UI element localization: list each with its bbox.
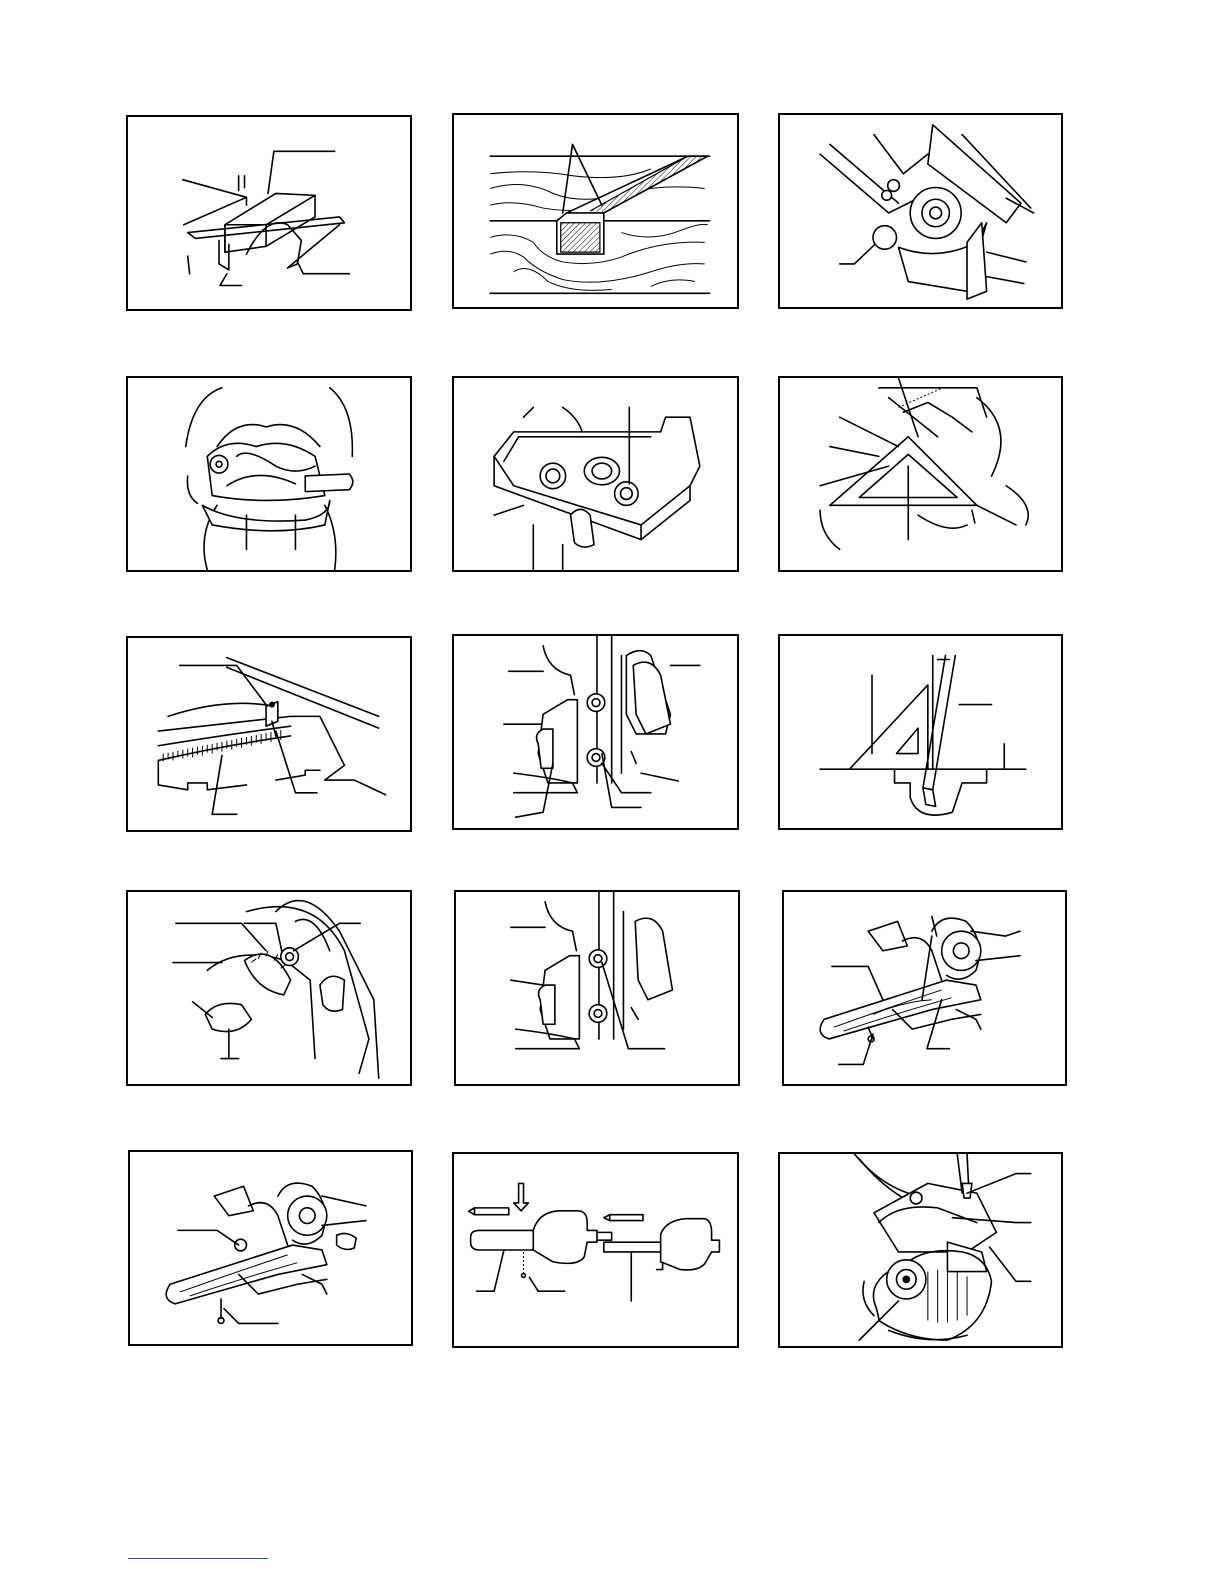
stopper-pin-illustration [780, 115, 1061, 307]
figure-vertical-vise [128, 1150, 413, 1346]
kerf-board-illustration [454, 115, 737, 307]
vise-clamp-illustration [784, 892, 1065, 1084]
figure-lock-off-lever [452, 1152, 739, 1348]
figure-carrying [126, 376, 412, 572]
figure-blade-guard [778, 1152, 1063, 1348]
triangular-rule-illustration [780, 378, 1061, 570]
figure-bevel-bolt [452, 634, 739, 830]
figure-vise-clamp [782, 890, 1067, 1086]
bevel-scale-illustration [128, 892, 410, 1084]
figure-workpiece-holder [126, 115, 412, 311]
blade-guard-illustration [780, 1154, 1061, 1346]
angle-triangle-illustration [780, 636, 1061, 828]
miter-scale-illustration [128, 638, 410, 830]
holder-illustration [128, 117, 410, 309]
figure-kerf-board [452, 113, 739, 309]
figure-miter-scale [126, 636, 412, 832]
figure-angle-triangle [778, 634, 1063, 830]
bevel-bolt-illustration [454, 636, 737, 828]
footer-rule [128, 1558, 268, 1559]
bevel-45-bolt-illustration [456, 892, 738, 1084]
figure-base-bolts [452, 376, 739, 572]
carrying-illustration [128, 378, 410, 570]
figure-bevel-scale [126, 890, 412, 1086]
vertical-vise-illustration [130, 1152, 411, 1344]
figure-bevel-45-bolt [454, 890, 740, 1086]
base-bolts-illustration [454, 378, 737, 570]
figure-stopper-pin [778, 113, 1063, 309]
lock-off-lever-illustration [454, 1154, 737, 1346]
figure-triangular-rule [778, 376, 1063, 572]
